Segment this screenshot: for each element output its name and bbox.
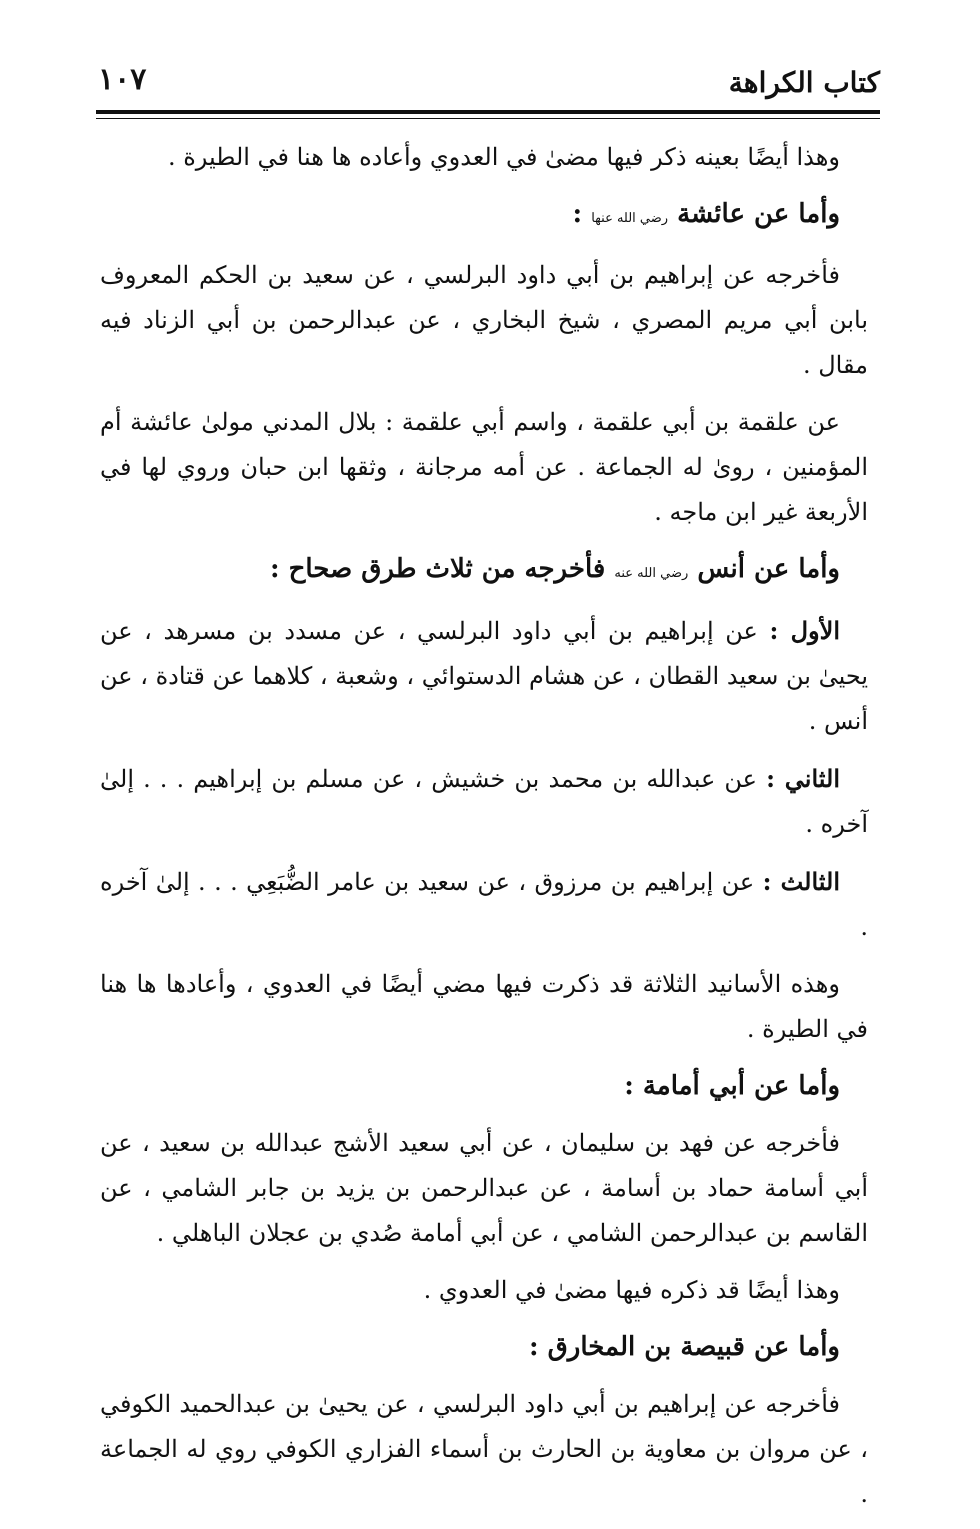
chain-second: [100, 756, 868, 847]
page-number: ١٠٧: [98, 62, 147, 97]
header-rule-thick: [96, 110, 880, 114]
honorific-aisha: رضي الله عنها: [591, 211, 669, 226]
chain-third: [100, 859, 868, 950]
paragraph-aisha-chain: فأخرجه عن إبراهيم بن أبي داود البرلسي ، عن سعيد بن الحكم المعروف بابن أبي مريم المصري ، شيخ البخاري ، عن عبدالرحمن بن أبي الزناد فيه مقال .: [100, 261, 869, 379]
heading-aisha: [100, 192, 868, 241]
paragraph-aisha-narrators: عن علقمة بن أبي علقمة ، واسم أبي علقمة : بلال المدني مولىٰ عائشة أم المؤمنين ، روىٰ له الجماعة . عن أمه مرجانة ، وثقها ابن حبان وروي لها في الأربعة غير ابن ماجه .: [100, 408, 868, 526]
heading-anas-rest: فأخرجه من ثلاث طرق صحاح :: [269, 554, 606, 584]
chapter-title: كتاب الكراهة: [728, 66, 880, 99]
chain-second-text: عن عبدالله بن محمد بن خشيش ، عن مسلم بن إبراهيم . . . إلىٰ آخره .: [100, 765, 868, 838]
heading-aisha-colon: :: [572, 199, 583, 229]
paragraph-umama-note: وهذا أيضًا قد ذكره فيها مضىٰ في العدوي .: [423, 1276, 840, 1304]
heading-anas: [100, 547, 868, 596]
chain-first-text: عن إبراهيم بن أبي داود البرلسي ، عن مسدد بن مسرهد ، عن يحيىٰ بن سعيد القطان ، عن هشام الدستوائي ، وشعبة ، كلاهما عن قتادة ، عن أنس .: [99, 617, 868, 735]
heading-abu-umama: وأما عن أبي أمامة :: [624, 1071, 840, 1101]
paragraph-qabisa-chain: فأخرجه عن إبراهيم بن أبي داود البرلسي ، عن يحيىٰ بن عبدالحميد الكوفي ، عن مروان بن معاوية بن الحارث بن أسماء الفزاري الكوفي روي له الجماعة .: [100, 1390, 868, 1508]
page-body: [100, 135, 868, 1529]
heading-anas-text: وأما عن أنس: [697, 554, 840, 584]
chain-first: [100, 608, 868, 744]
header-rule-thin: [96, 118, 880, 119]
chain-third-text: عن إبراهيم بن مرزوق ، عن سعيد بن عامر الضُّبَعِي . . . إلىٰ آخره .: [100, 868, 868, 941]
heading-qabisa: وأما عن قبيصة بن المخارق :: [528, 1332, 840, 1362]
paragraph-tiyara-note: وهذا أيضًا بعينه ذكر فيها مضىٰ في العدوي وأعاده ها هنا في الطيرة .: [167, 143, 840, 171]
chain-first-label: الأول :: [769, 616, 840, 645]
chain-second-label: الثاني :: [766, 764, 840, 793]
paragraph-anas-summary: وهذه الأسانيد الثلاثة قد ذكرت فيها مضي أيضًا في العدوي ، وأعادها ها هنا في الطيرة .: [100, 970, 868, 1043]
paragraph-umama-chain: فأخرجه عن فهد بن سليمان ، عن أبي سعيد الأشج عبدالله بن سعيد ، عن أبي أسامة حماد بن أسامة ، عن عبدالرحمن بن يزيد بن جابر الشامي ، عن القاسم بن عبدالرحمن الشامي ، عن أبي أمامة صُدي بن عجلان الباهلي .: [100, 1129, 868, 1247]
page-header: [96, 58, 880, 108]
honorific-anas: رضي الله عنه: [614, 566, 689, 581]
chain-third-label: الثالث :: [762, 867, 840, 896]
heading-aisha-text: وأما عن عائشة: [677, 199, 840, 229]
